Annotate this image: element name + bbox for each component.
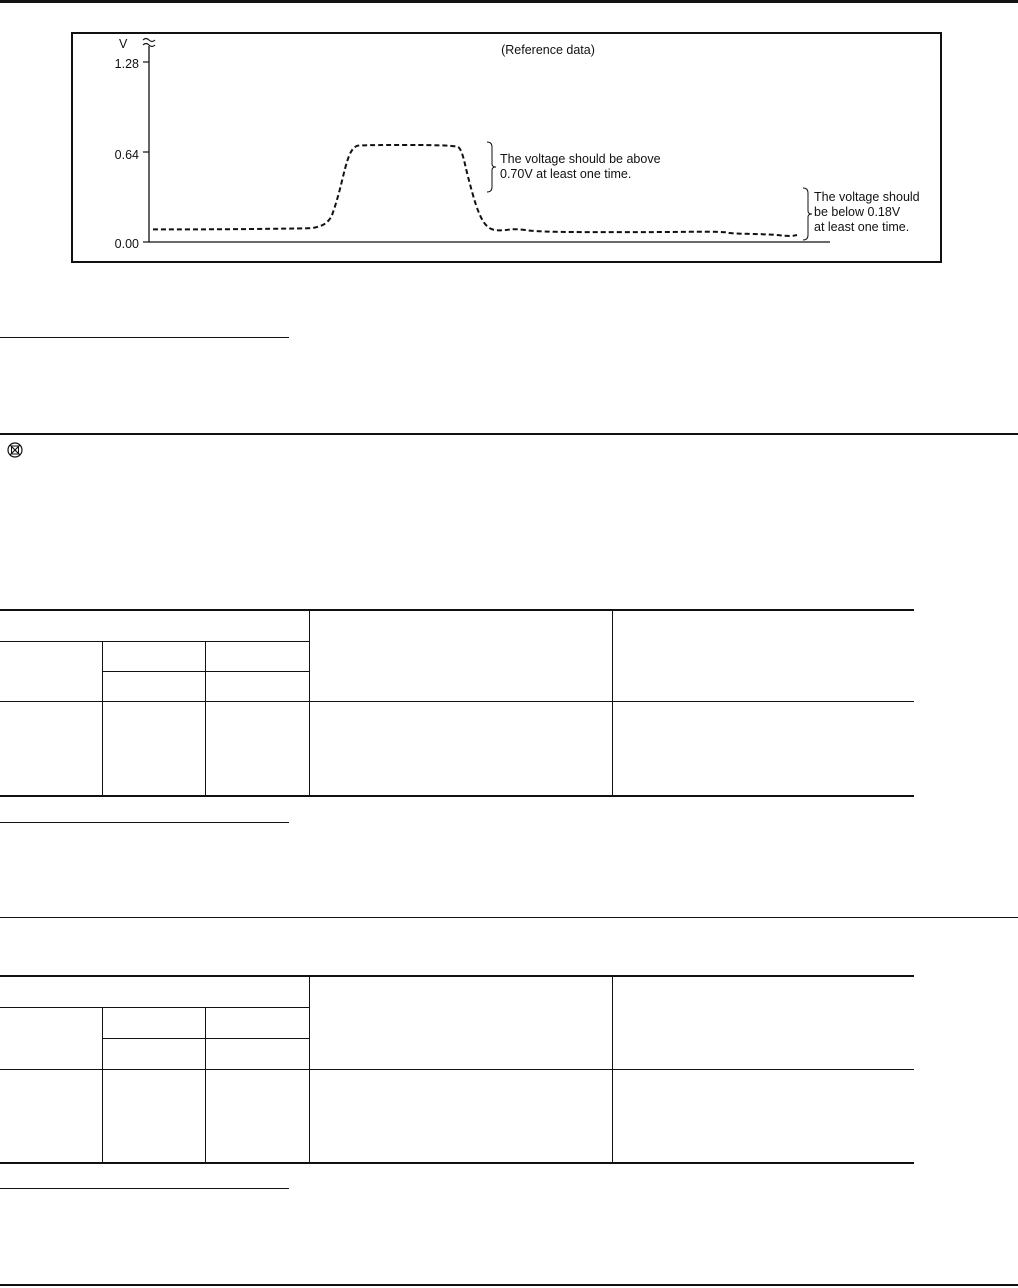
top-rule <box>0 0 1018 3</box>
table-1-data-cell <box>309 701 612 796</box>
table-2-subheader-cell <box>102 1038 205 1069</box>
section-rule-5 <box>0 1188 289 1189</box>
table-2-subheader-cell <box>102 1007 205 1038</box>
table-1-data-cell <box>0 701 102 796</box>
series-line-0 <box>153 145 797 236</box>
table-1-header-cell <box>0 610 309 641</box>
table-1-subheader-cell <box>205 641 309 671</box>
table-1-data-cell <box>205 701 309 796</box>
table-1-subheader-cell <box>0 641 102 701</box>
annotation-below-018v <box>814 190 920 234</box>
table-2-subheader-cell <box>205 1038 309 1069</box>
y-axis-label: V <box>119 37 128 51</box>
table-1-data-cell <box>102 701 205 796</box>
table-2-data-cell <box>612 1069 914 1163</box>
table-2-subheader-cell <box>205 1007 309 1038</box>
table-2-header-condition <box>309 976 612 1069</box>
chart-axes <box>143 39 830 243</box>
reference-waveform-figure <box>71 32 942 263</box>
section-rule-2 <box>0 433 1018 435</box>
table-1-subheader-cell <box>102 641 205 671</box>
spec-table-2 <box>0 975 914 1164</box>
annotation-below-018v-line-0: The voltage should <box>814 190 920 204</box>
annotation-above-070v-line-0: The voltage should be above <box>500 152 661 166</box>
table-2-data-cell <box>309 1069 612 1163</box>
annotation-above-070v <box>500 152 661 181</box>
y-tick-label-1-28: 1.28 <box>114 57 139 71</box>
table-1-header-value <box>612 610 914 701</box>
annotation-below-018v-line-1: be below 0.18V <box>814 205 901 219</box>
table-2-data-cell <box>102 1069 205 1163</box>
table-2-data-cell <box>205 1069 309 1163</box>
table-1-subheader-cell <box>205 671 309 701</box>
annotation-above-070v-line-1: 0.70V at least one time. <box>500 167 632 181</box>
chart-title: (Reference data) <box>501 43 595 57</box>
table-2-header-value <box>612 976 914 1069</box>
section-rule-3 <box>0 822 289 823</box>
voltage-chart <box>73 34 940 261</box>
chart-series <box>153 145 797 236</box>
y-tick-label-0-00: 0.00 <box>114 237 139 251</box>
prohibited-icon <box>7 442 23 458</box>
annotation-above-070v-brace <box>487 142 496 192</box>
section-rule-4 <box>0 917 1018 918</box>
table-1-header-condition <box>309 610 612 701</box>
chart-text <box>115 37 595 251</box>
y-tick-label-0-64: 0.64 <box>114 148 139 162</box>
annotation-below-018v-line-2: at least one time. <box>814 220 910 234</box>
break-wave-top <box>143 39 155 42</box>
table-2-header-cell <box>0 976 309 1007</box>
table-2-data-cell <box>0 1069 102 1163</box>
section-rule-1 <box>0 337 289 338</box>
annotation-below-018v-brace <box>803 188 812 240</box>
y-axis-break-symbol <box>143 39 155 47</box>
chart-annotations <box>487 142 920 240</box>
bottom-rule <box>0 1284 1018 1286</box>
table-1-subheader-cell <box>102 671 205 701</box>
spec-table-1 <box>0 609 914 797</box>
table-1-data-cell <box>612 701 914 796</box>
table-2-subheader-cell <box>0 1007 102 1069</box>
